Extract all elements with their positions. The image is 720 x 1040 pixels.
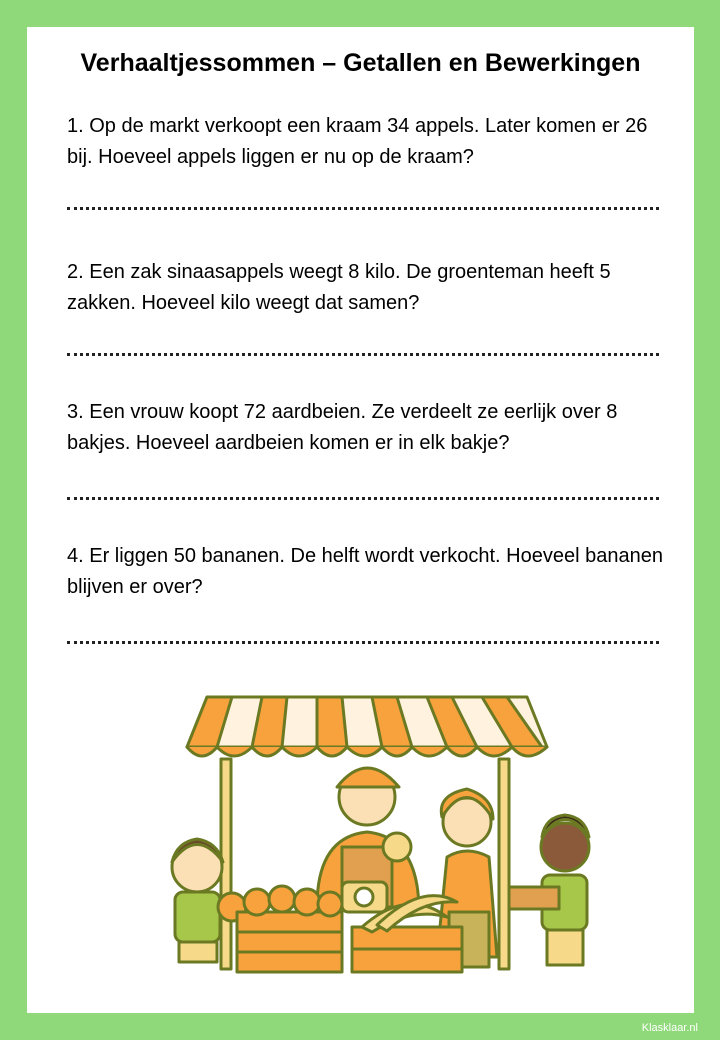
footer-brand: Klasklaar.nl (641, 1022, 698, 1034)
question-4: 4. Er liggen 50 bananen. De helft wordt verkocht. Hoeveel bananen blijven er over? (67, 545, 663, 598)
answer-line-4 (67, 641, 659, 644)
question-3: 3. Een vrouw koopt 72 aardbeien. Ze verdeelt ze eerlijk over 8 bakjes. Hoeveel aardbeien komen er in elk bakje? (67, 401, 618, 454)
answer-line-3 (67, 497, 659, 500)
market-stall-illustration (137, 687, 607, 987)
worksheet (27, 27, 694, 1013)
answer-line-1 (67, 207, 659, 210)
question-2: 2. Een zak sinaasappels weegt 8 kilo. De groenteman heeft 5 zakken. Hoeveel kilo weegt dat samen? (67, 261, 611, 314)
answer-line-2 (67, 353, 659, 356)
worksheet-title: Verhaaltjessommen – Getallen en Bewerkingen (80, 49, 641, 77)
question-1: 1. Op de markt verkoopt een kraam 34 appels. Later komen er 26 bij. Hoeveel appels liggen er nu op de kraam? (67, 115, 648, 168)
